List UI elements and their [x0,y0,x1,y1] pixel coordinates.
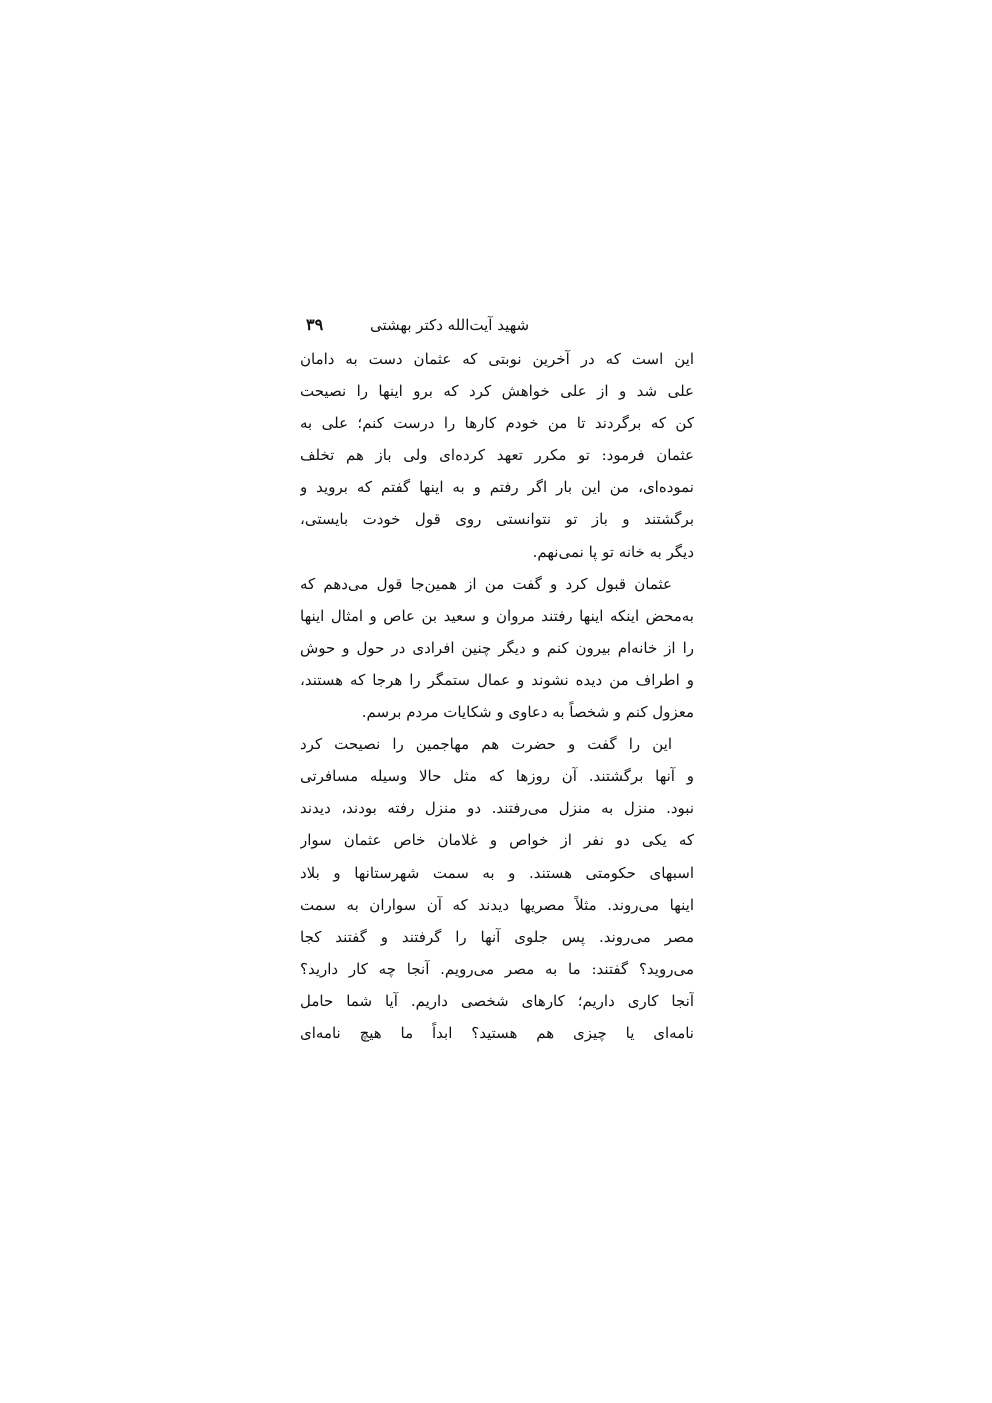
text-line: اسبهای حکومتی هستند. و به سمت شهرستانها و بلاد [300,863,694,882]
text-line: و آنها برگشتند. آن روزها که مثل حالا وسیله مسافرتی [300,767,694,786]
text-line: و اطراف من دیده نشوند و عمال ستمگر را هرجا که هستند، [300,670,694,689]
text-line: نامه‌ای یا چیزی هم هستید؟ ابداً ما هیچ نامه‌ای [300,1023,694,1042]
text-line: عثمان فرمود: تو مکرر تعهد کرده‌ای ولی باز هم تخلف [300,446,694,465]
text-line: علی شد و از علی خواهش کرد که برو اینها را نصیحت [300,382,694,401]
page-number: ۳۹ [306,315,324,334]
text-line: این است که در آخرین نوبتی که عثمان دست به دامان [300,350,694,368]
text-line: که یکی دو نفر از خواص و غلامان خاص عثمان سوار [300,831,694,850]
body-text [300,343,694,1049]
text-line: عثمان قبول کرد و گفت من از همین‌جا قول می‌دهم که [300,574,672,593]
text-line: می‌روید؟ گفتند: ما به مصر می‌رویم. آنجا چه کار دارید؟ [300,959,694,978]
text-line: نبود. منزل به منزل می‌رفتند. دو منزل رفته بودند، دیدند [300,799,694,818]
text-line: نموده‌ای، من این بار اگر رفتم و به اینها گفتم که بروید و [300,478,694,497]
text-line: به‌محض اینکه اینها رفتند مروان و سعید بن عاص و امثال اینها [300,606,694,625]
text-line: را از خانه‌ام بیرون کنم و دیگر چنین افرادی در حول و حوش [300,638,694,657]
text-line: مصر می‌روند. پس جلوی آنها را گرفتند و گفتند کجا [300,927,694,946]
text-line: برگشتند و باز تو نتوانستی روی قول خودت بایستی، [300,510,694,529]
text-line: دیگر به خانه تو پا نمی‌نهم. [532,542,694,561]
text-line: آنجا کاری داریم؛ کارهای شخصی داریم. آیا شما حامل [300,991,694,1010]
text-line: کن که برگردند تا من خودم کارها را درست کنم؛ علی به [300,414,694,433]
text-line: معزول کنم و شخصاً به دعاوی و شکایات مردم برسم. [361,703,694,722]
running-title: شهید آیت‌الله دکتر بهشتی [370,316,530,334]
text-line: این را گفت و حضرت هم مهاجمین را نصیحت کرد [300,735,672,754]
page-header [300,312,694,338]
text-line: اینها می‌روند. مثلاً مصریها دیدند که آن سواران به سمت [300,895,694,914]
